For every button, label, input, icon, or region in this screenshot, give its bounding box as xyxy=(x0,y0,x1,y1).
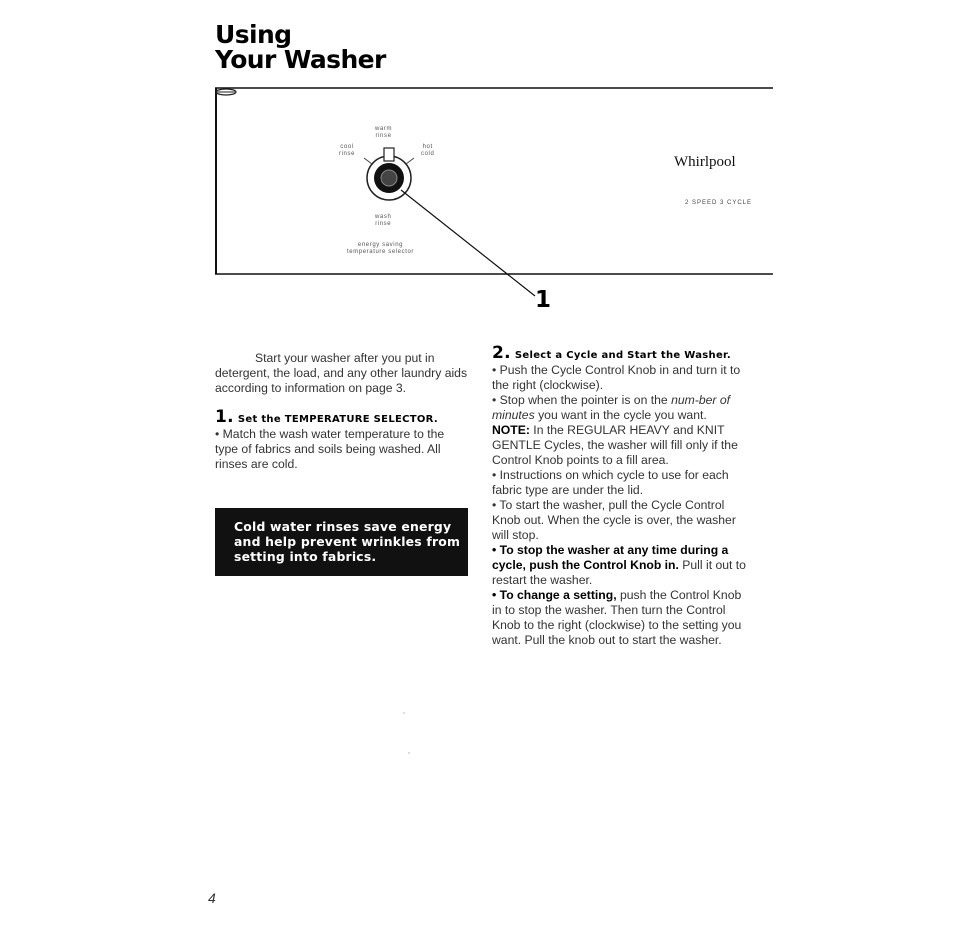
callout-leader-line xyxy=(401,190,535,296)
bullet6-bold: • To change a setting, xyxy=(492,588,617,602)
dial-tick-left xyxy=(364,158,372,164)
bullet5-bold: • To stop the washer at any time during a cycle, push the Control Knob in. xyxy=(492,543,729,572)
energy-tip-box xyxy=(215,508,468,576)
scan-speck xyxy=(408,752,410,754)
dial-label-bottom: wash rinse xyxy=(375,214,392,227)
note-label: NOTE: xyxy=(492,423,530,437)
bullet-stop-pointer xyxy=(492,393,748,468)
bullet2-part-a: • Stop when the pointer is on the xyxy=(492,393,672,407)
control-panel-illustration xyxy=(215,88,773,274)
step2-heading-line xyxy=(492,343,748,363)
page-number: 4 xyxy=(208,890,216,906)
intro-paragraph: Start your washer after you put in detergent, the load, and any other laundry aids according to information on page 3. xyxy=(215,351,468,395)
dial-tick-right xyxy=(406,158,414,164)
step2-heading: Select a Cycle and Start the Washer. xyxy=(514,350,731,361)
bullet2-part-c: In the REGULAR HEAVY and KNIT GENTLE Cycles, the washer will fill only if the Control Knob points to a fill area. xyxy=(492,423,738,467)
step1-heading-line xyxy=(215,407,470,427)
dial-label-left: cool rinse xyxy=(339,144,356,157)
control-panel-drawing xyxy=(215,88,773,274)
step1-number: 1. xyxy=(215,407,234,427)
bullet-push-turn: • Push the Cycle Control Knob in and turn it to the right (clockwise). xyxy=(492,363,741,392)
page-title xyxy=(215,22,386,72)
right-column xyxy=(492,343,748,648)
title-line-1: Using xyxy=(215,20,292,49)
dial-center xyxy=(381,170,397,186)
step2-number: 2. xyxy=(492,343,511,363)
whirlpool-logo-icon xyxy=(215,88,237,96)
step1-text: • Match the wash water temperature to the type of fabrics and soils being washed. All rinses are cold. xyxy=(215,427,445,471)
step1-heading: Set the TEMPERATURE SELECTOR. xyxy=(237,414,438,425)
scan-speck xyxy=(403,712,405,714)
bullet2-italic: num-ber of minutes xyxy=(492,393,731,422)
dial-label-right: hot cold xyxy=(421,144,435,157)
bullet6-rest: push the Control Knob in to stop the washer. Then turn the Control Knob to the right (clockwise) to the setting you want. Pull the knob out to start the washer. xyxy=(492,588,742,647)
selector-caption: energy saving temperature selector xyxy=(347,242,415,255)
dial-pointer xyxy=(384,148,394,161)
bullet-instructions: • Instructions on which cycle to use for each fabric type are under the lid. xyxy=(492,468,729,497)
bullet2-part-b: you want in the cycle you want. xyxy=(534,408,707,422)
bullet-start-washer: • To start the washer, pull the Cycle Control Knob out. When the cycle is over, the washer will stop. xyxy=(492,498,736,542)
bullet5-rest: Pull it out to restart the washer. xyxy=(492,558,746,587)
energy-tip-text: Cold water rinses save energy and help prevent wrinkles from setting into fabrics. xyxy=(234,519,461,564)
dial-label-top: warm rinse xyxy=(375,126,393,139)
bullet-stop-washer xyxy=(492,543,748,588)
model-label: 2 SPEED 3 CYCLE xyxy=(685,200,753,206)
brand-name: Whirlpool xyxy=(674,154,736,170)
left-column xyxy=(215,351,470,472)
callout-number: 1 xyxy=(535,287,552,313)
title-line-2: Your Washer xyxy=(215,45,386,74)
bullet-change-setting xyxy=(492,588,748,648)
